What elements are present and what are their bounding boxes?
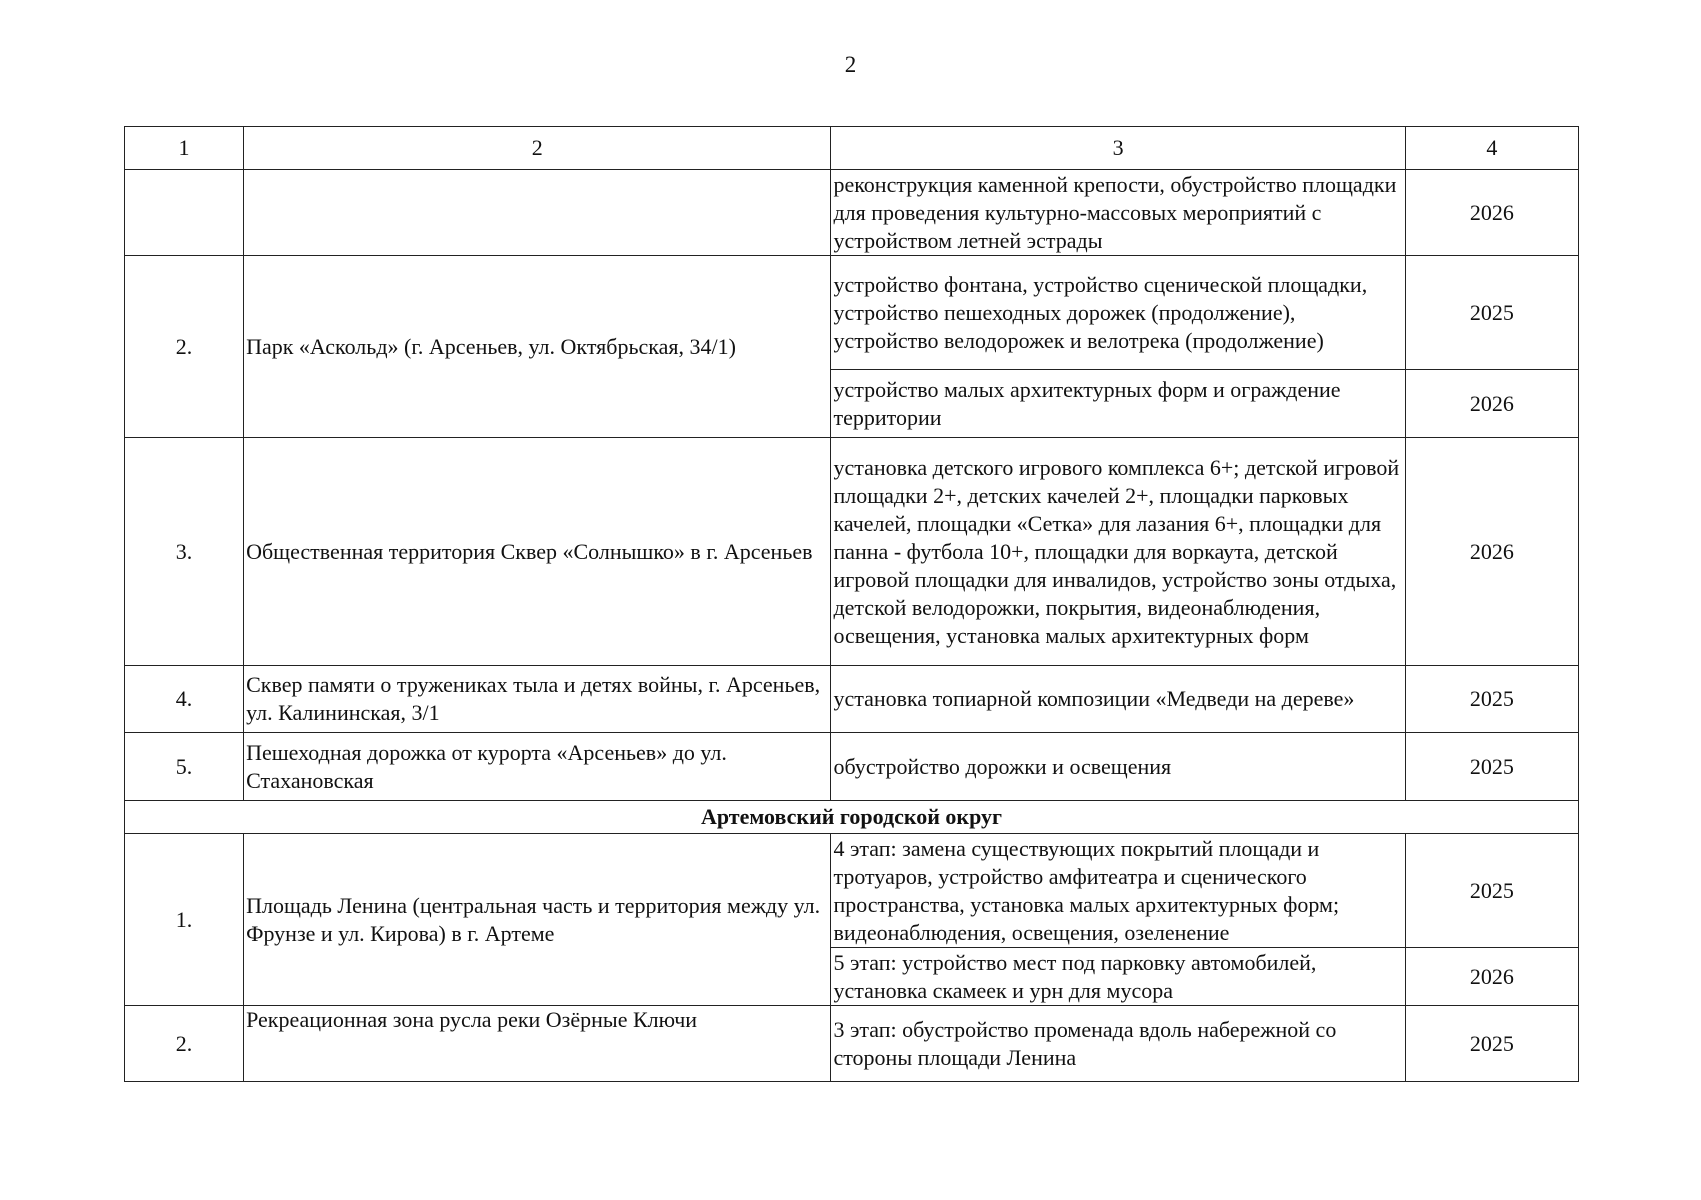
- works-table: [124, 126, 1579, 1082]
- header-col-3: 3: [831, 127, 1405, 170]
- row-number: 5.: [125, 733, 244, 801]
- object-name: Общественная территория Сквер «Солнышко» в г. Арсеньев: [244, 438, 831, 666]
- year: 2025: [1405, 834, 1578, 948]
- header-col-4: 4: [1405, 127, 1578, 170]
- works-description: устройство малых архитектурных форм и ограждение территории: [831, 370, 1405, 438]
- object-name: Площадь Ленина (центральная часть и территория между ул. Фрунзе и ул. Кирова) в г. Артеме: [244, 834, 831, 1006]
- table-row: [125, 256, 1579, 370]
- works-description: 4 этап: замена существующих покрытий площади и тротуаров, устройство амфитеатра и сценического пространства, установка малых архитектурных форм; видеонаблюдения, освещения, озеленение: [831, 834, 1405, 948]
- table-row: [125, 438, 1579, 666]
- works-description: установка детского игрового комплекса 6+; детской игровой площадки 2+, детских качелей 2+, площадки парковых качелей, площадки «Сетка» для лазания 6+, площадки для панна - футбола 10+, площадки для воркаута, детской игровой площадки для инвалидов, устройство зоны отдыха, детской велодорожки, покрытия, видеонаблюдения, освещения, установка малых архитектурных форм: [831, 438, 1405, 666]
- row-number: 2.: [125, 1006, 244, 1082]
- year: 2026: [1405, 170, 1578, 256]
- works-description: реконструкция каменной крепости, обустройство площадки для проведения культурно-массовых мероприятий с устройством летней эстрады: [831, 170, 1405, 256]
- table-row: [125, 733, 1579, 801]
- section-title: Артемовский городской округ: [125, 801, 1579, 834]
- row-number: [125, 170, 244, 256]
- object-name: Пешеходная дорожка от курорта «Арсеньев» до ул. Стахановская: [244, 733, 831, 801]
- year: 2025: [1405, 256, 1578, 370]
- works-description: 3 этап: обустройство променада вдоль набережной со стороны площади Ленина: [831, 1006, 1405, 1082]
- year: 2026: [1405, 948, 1578, 1006]
- page-number: 2: [844, 52, 857, 77]
- year: 2026: [1405, 370, 1578, 438]
- row-number: 3.: [125, 438, 244, 666]
- table-row: [125, 666, 1579, 733]
- works-description: обустройство дорожки и освещения: [831, 733, 1405, 801]
- table-header-row: [125, 127, 1579, 170]
- row-number: 1.: [125, 834, 244, 1006]
- object-name: Рекреационная зона русла реки Озёрные Ключи: [244, 1006, 831, 1082]
- header-col-2: 2: [244, 127, 831, 170]
- header-col-1: 1: [125, 127, 244, 170]
- year: 2025: [1405, 733, 1578, 801]
- table-row: [125, 170, 1579, 256]
- row-number: 4.: [125, 666, 244, 733]
- object-name: Сквер памяти о тружениках тыла и детях войны, г. Арсеньев, ул. Калининская, 3/1: [244, 666, 831, 733]
- year: 2026: [1405, 438, 1578, 666]
- year: 2025: [1405, 1006, 1578, 1082]
- year: 2025: [1405, 666, 1578, 733]
- section-row: [125, 801, 1579, 834]
- works-description: 5 этап: устройство мест под парковку автомобилей, установка скамеек и урн для мусора: [831, 948, 1405, 1006]
- object-name: [244, 170, 831, 256]
- table-row: [125, 1006, 1579, 1082]
- works-description: устройство фонтана, устройство сценической площадки, устройство пешеходных дорожек (продолжение), устройство велодорожек и велотрека (продолжение): [831, 256, 1405, 370]
- row-number: 2.: [125, 256, 244, 438]
- works-description: установка топиарной композиции «Медведи на дереве»: [831, 666, 1405, 733]
- table-row: [125, 834, 1579, 948]
- object-name: Парк «Аскольд» (г. Арсеньев, ул. Октябрьская, 34/1): [244, 256, 831, 438]
